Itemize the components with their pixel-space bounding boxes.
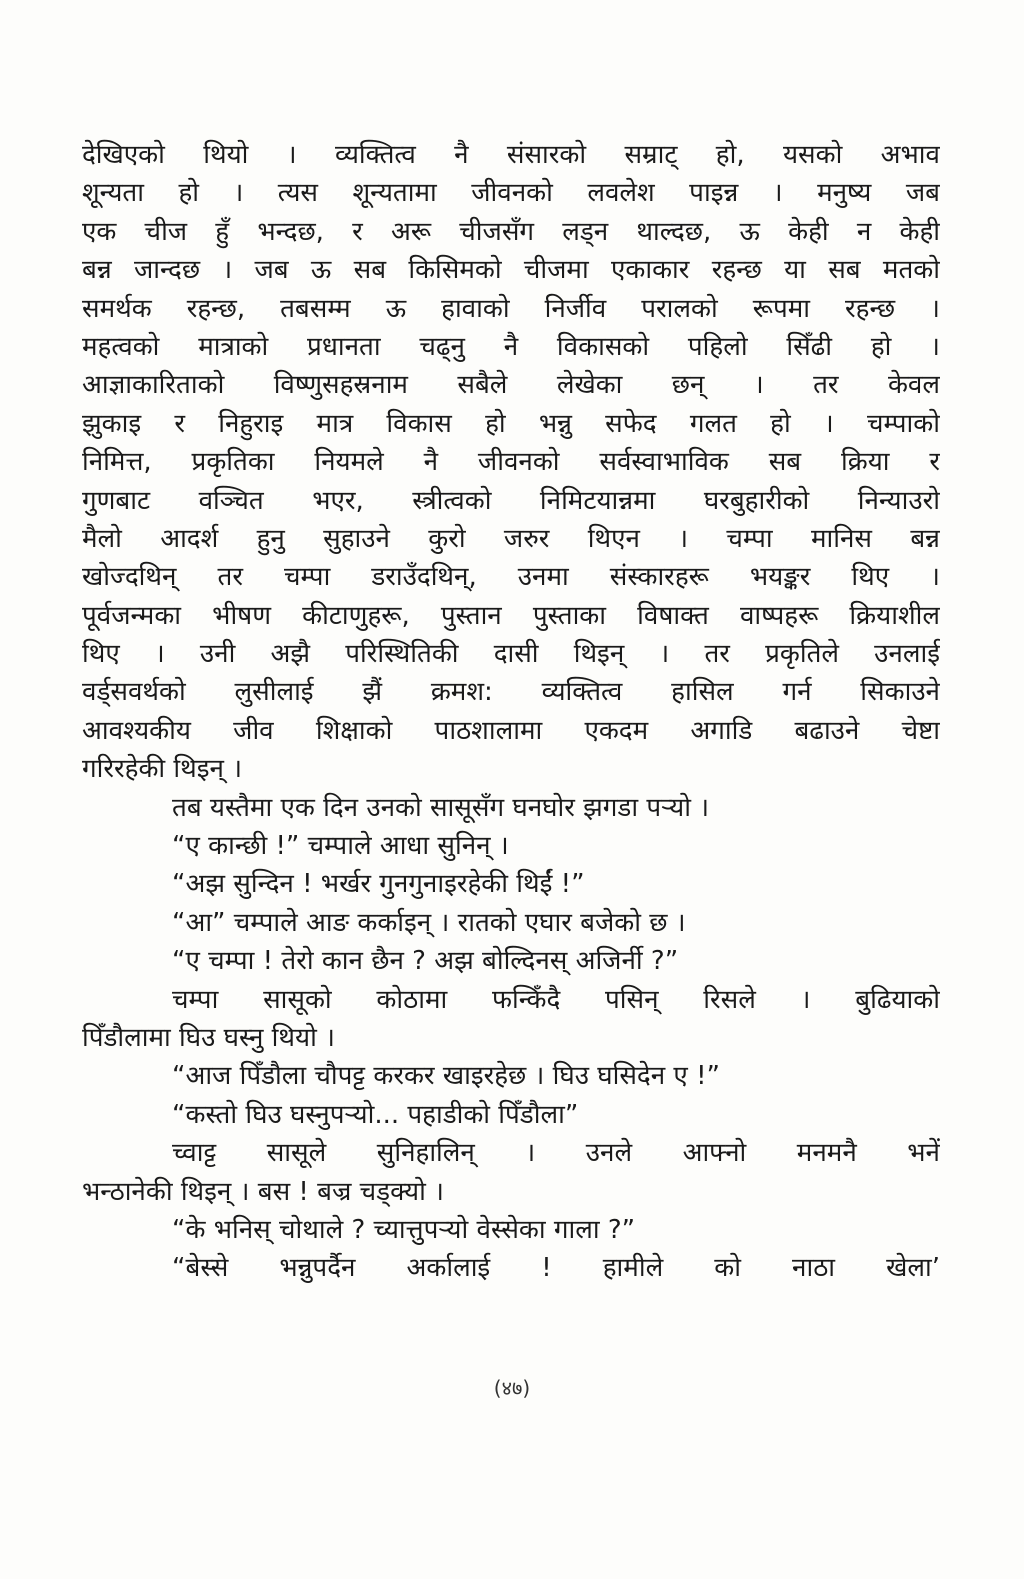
text-line: वर्ड्सवर्थको लुसीलाई झैं क्रमश: व्यक्तित्व हासिल गर्न सिकाउने [82,677,940,708]
text-line: निमित्त, प्रकृतिका नियमले नै जीवनको सर्वस्वाभाविक सब क्रिया र [82,447,940,478]
text-line: खोज्दथिन् तर चम्पा डराउँदथिन्, उनमा संस्कारहरू भयङ्कर थिए । [82,562,940,593]
dialogue-line: “ए चम्पा ! तेरो कान छैन ? अझ बोल्दिनस् अजिर्नी ?” [172,946,679,977]
text-line: एक चीज हुँ भन्दछ, र अरू चीजसँग लड्न थाल्दछ, ऊ केही न केही [82,216,940,247]
dialogue-line: “कस्तो घिउ घस्नुपर्‍यो... पहाडीको पिँडौला” [172,1099,579,1130]
text-line: महत्वको मात्राको प्रधानता चढ्नु नै विकासको पहिलो सिँढी हो । [82,331,940,362]
text-line: गुणबाट वञ्चित भएर, स्त्रीत्वको निमिटयान्नमा घरबुहारीको निन्याउरो [82,485,940,516]
text-line: झुकाइ र निहुराइ मात्र विकास हो भन्नु सफेद गलत हो । चम्पाको [82,408,940,439]
text-line: भन्ठानेकी थिइन् । बस ! बज्र चड्क्यो । [82,1176,444,1207]
dialogue-line: “के भनिस् चोथाले ? च्यात्तुपर्‍यो वेस्सेका गाला ?” [172,1214,636,1245]
text-line: आज्ञाकारिताको विष्णुसहस्रनाम सबैले लेखेका छन् । तर केवल [82,370,940,401]
dialogue-line: “ए कान्छी !” चम्पाले आधा सुनिन् । [172,831,509,862]
text-line: बन्न जान्दछ । जब ऊ सब किसिमको चीजमा एकाकार रहन्छ या सब मतको [82,255,940,286]
body-text [82,136,940,1288]
text-line: चम्पा सासूको कोठामा फन्किँदै पसिन् रिसले । बुढियाको [172,984,940,1015]
text-line: पूर्वजन्मका भीषण कीटाणुहरू, पुस्तान पुस्ताका विषाक्त वाष्पहरू क्रियाशील [82,600,940,631]
text-line: गरिरहेकी थिइन् । [82,754,243,785]
dialogue-line: “बेस्से भन्नुपर्दैन अर्कालाई ! हामीले को नाठा खेला’ [172,1253,940,1284]
text-line: आवश्यकीय जीव शिक्षाको पाठशालामा एकदम अगाडि बढाउने चेष्टा [82,715,940,746]
dialogue-line: “आ” चम्पाले आङ कर्काइन् । रातको एघार बजेको छ । [172,907,686,938]
text-line: मैलो आदर्श हुनु सुहाउने कुरो जरुर थिएन । चम्पा मानिस बन्न [82,523,940,554]
text-line: च्वाट्ट सासूले सुनिहालिन् । उनले आफ्नो मनमनै भनें [172,1138,940,1169]
text-line: शून्यता हो । त्यस शून्यतामा जीवनको लवलेश पाइन्न । मनुष्य जब [82,178,940,209]
text-line: थिए । उनी अझै परिस्थितिकी दासी थिइन् । तर प्रकृतिले उनलाई [82,639,940,670]
narration-line: तब यस्तैमा एक दिन उनको सासूसँग घनघोर झगडा पर्‍यो । [172,792,710,823]
dialogue-line: “आज पिँडौला चौपट्ट करकर खाइरहेछ । घिउ घसिदेन ए !” [172,1061,720,1092]
text-line: समर्थक रहन्छ, तबसम्म ऊ हावाको निर्जीव परालको रूपमा रहन्छ । [82,293,940,324]
text-line: पिँडौलामा घिउ घस्नु थियो । [82,1022,335,1053]
dialogue-line: “अझ सुन्दिन ! भर्खर गुनगुनाइरहेकी थिईं !” [172,869,585,900]
page-number: (४७) [493,1376,531,1400]
text-line: देखिएको थियो । व्यक्तित्व नै संसारको सम्राट् हो, यसको अभाव [82,140,940,170]
